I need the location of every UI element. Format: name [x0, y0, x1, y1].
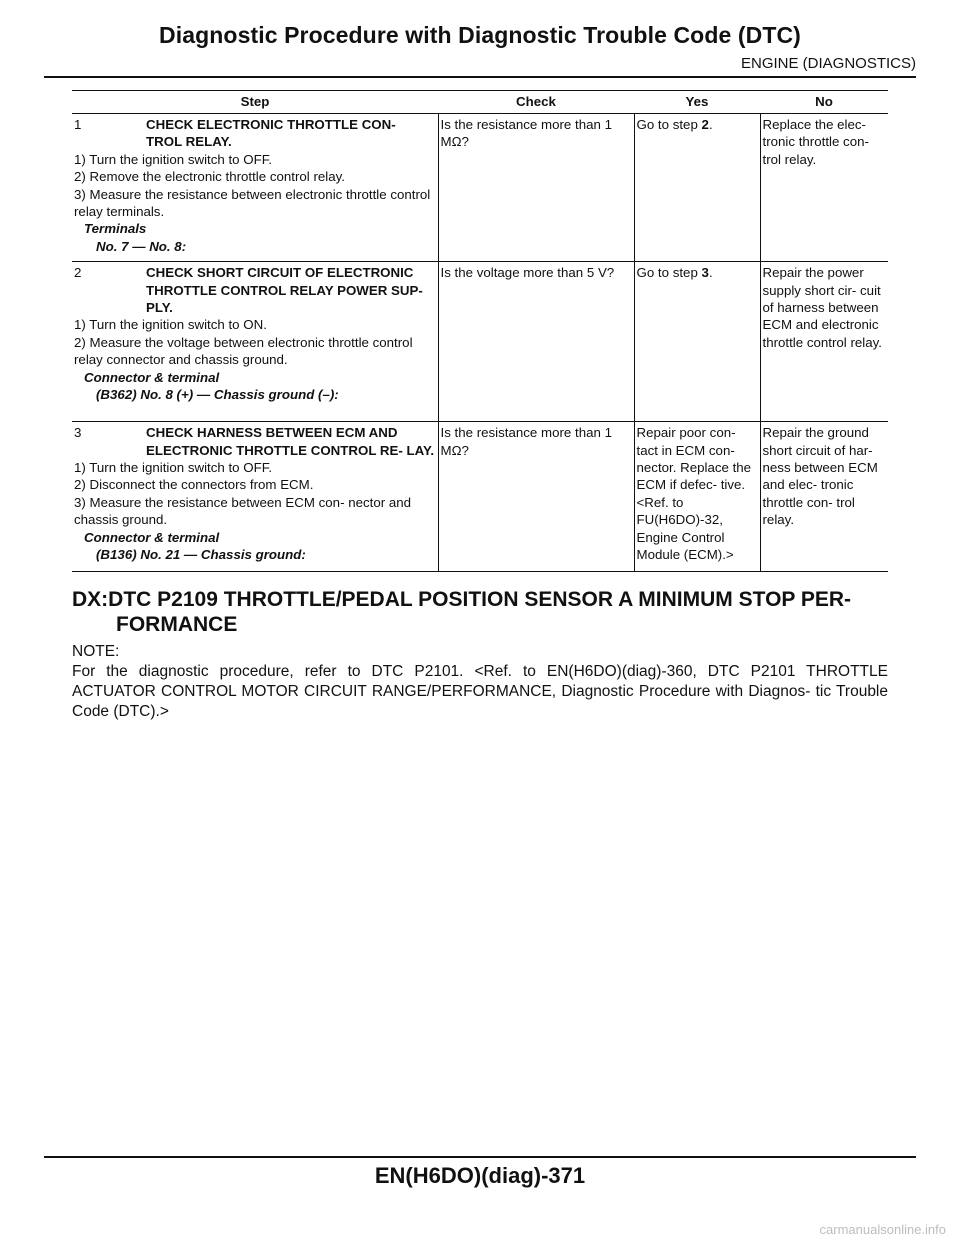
column-header-yes: Yes	[634, 91, 760, 114]
section-heading	[72, 587, 902, 637]
yes-suffix: .	[708, 265, 713, 281]
yes-cell	[634, 422, 760, 572]
section-heading-line-2: FORMANCE	[116, 613, 238, 636]
spec-label: Connector & terminal	[84, 369, 220, 385]
page-number: EN(H6DO)(diag)-371	[374, 1163, 586, 1188]
step-cell	[72, 422, 438, 572]
step-instruction: 2) Disconnect the connectors from ECM.	[74, 477, 314, 493]
column-header-check: Check	[438, 91, 634, 114]
step-number: 2	[74, 265, 82, 281]
yes-step-number: 2	[701, 117, 709, 132]
spec-label: Connector & terminal	[84, 529, 220, 545]
step-title: CHECK ELECTRONIC THROTTLE CON- TROL RELAY.	[146, 117, 396, 150]
yes-text: Repair poor con- tact in ECM con- nector. Replace the ECM if defec- tive. <Ref. to FU(H6DO)-32, Engine Control Module (ECM).>	[636, 425, 752, 563]
step-heading	[74, 264, 435, 316]
table-row	[72, 422, 888, 572]
footer-rule	[44, 1156, 916, 1158]
step-title: CHECK HARNESS BETWEEN ECM AND ELECTRONIC THROTTLE CONTROL RE- LAY.	[146, 425, 435, 458]
diagnostic-table	[72, 90, 888, 572]
check-cell: Is the voltage more than 5 V?	[438, 262, 634, 422]
step-instruction: 3) Measure the resistance between ECM con- nector and chassis ground.	[74, 494, 412, 528]
no-cell: Repair the power supply short cir- cuit of harness between ECM and electronic throttle control relay.	[760, 262, 888, 422]
step-instruction: 2) Measure the voltage between electronic throttle control relay connector and chassis ground.	[74, 334, 413, 368]
yes-cell	[634, 114, 760, 262]
yes-text: Go to step	[636, 117, 702, 132]
spec-value: No. 7 — No. 8:	[96, 238, 187, 254]
note-label: NOTE:	[72, 643, 120, 660]
step-title: CHECK SHORT CIRCUIT OF ELECTRONIC THROTTLE CONTROL RELAY POWER SUP- PLY.	[146, 265, 423, 316]
step-number: 1	[74, 117, 82, 132]
header-rule	[44, 76, 916, 78]
section-heading-line-1: DX:DTC P2109 THROTTLE/PEDAL POSITION SENSOR A MINIMUM STOP PER-	[72, 588, 852, 611]
spec-value: (B136) No. 21 — Chassis ground:	[96, 547, 306, 563]
yes-cell	[634, 262, 760, 422]
step-instruction: 1) Turn the ignition switch to OFF.	[74, 460, 273, 476]
step-instruction: 1) Turn the ignition switch to OFF.	[74, 151, 273, 167]
step-instruction: 2) Remove the electronic throttle control relay.	[74, 169, 345, 185]
step-cell	[72, 114, 438, 262]
table-header-row	[72, 91, 888, 114]
step-instruction: 1) Turn the ignition switch to ON.	[74, 317, 267, 333]
spec-value: (B362) No. 8 (+) — Chassis ground (–):	[96, 387, 339, 403]
section-label: ENGINE (DIAGNOSTICS)	[740, 55, 916, 72]
column-header-step: Step	[72, 91, 438, 114]
page-title: Diagnostic Procedure with Diagnostic Trouble Code (DTC)	[159, 22, 801, 48]
step-heading	[74, 424, 435, 459]
spec-label: Terminals	[84, 221, 147, 237]
step-cell	[72, 262, 438, 422]
yes-text: Go to step	[636, 265, 702, 281]
yes-suffix: .	[708, 117, 713, 132]
yes-step-number: 3	[701, 265, 709, 281]
column-header-no: No	[760, 91, 888, 114]
step-number: 3	[74, 425, 82, 441]
no-cell: Repair the ground short circuit of har- ness between ECM and elec- tronic throttle con- trol relay.	[760, 422, 888, 572]
step-heading	[74, 116, 435, 151]
check-cell: Is the resistance more than 1 MΩ?	[438, 114, 634, 262]
watermark: carmanualsonline.info	[819, 1222, 946, 1237]
table-row	[72, 262, 888, 422]
note-text: For the diagnostic procedure, refer to DTC P2101. <Ref. to EN(H6DO)(diag)-360, DTC P2101 THROTTLE ACTUATOR CONTROL MOTOR CIRCUIT RANGE/PERFORMANCE, Diagnostic Procedure with Diagnos- tic Trouble Code (DTC).>	[72, 663, 888, 720]
table-row	[72, 114, 888, 262]
no-cell: Replace the elec- tronic throttle con- trol relay.	[760, 114, 888, 262]
check-cell: Is the resistance more than 1 MΩ?	[438, 422, 634, 572]
step-instruction: 3) Measure the resistance between electronic throttle control relay terminals.	[74, 186, 431, 220]
